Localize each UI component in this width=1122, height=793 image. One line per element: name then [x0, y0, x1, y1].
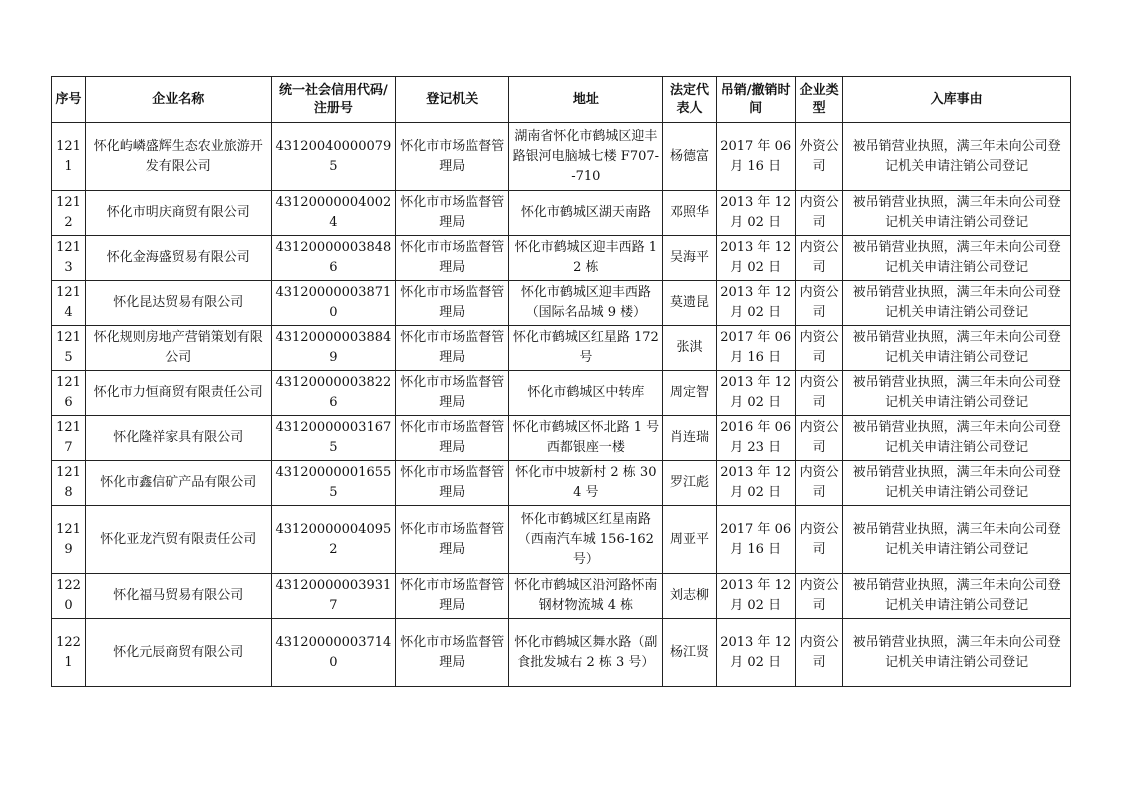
cell-revoke-time: 2013 年 12 月 02 日 — [716, 574, 795, 619]
header-authority: 登记机关 — [396, 77, 509, 123]
table-row — [52, 371, 1071, 416]
cell-name: 怀化市明庆商贸有限公司 — [85, 191, 271, 236]
cell-seq: 1211 — [52, 123, 86, 191]
cell-code: 431200000038849 — [271, 326, 396, 371]
cell-reason: 被吊销营业执照，满三年未向公司登记机关申请注销公司登记 — [843, 236, 1071, 281]
cell-authority: 怀化市市场监督管理局 — [396, 326, 509, 371]
cell-address: 怀化市鹤城区红星南路（西南汽车城 156-162 号） — [509, 506, 663, 574]
cell-seq: 1221 — [52, 619, 86, 687]
cell-legal-rep: 莫遗昆 — [663, 281, 716, 326]
cell-name: 怀化屿嶙盛辉生态农业旅游开发有限公司 — [85, 123, 271, 191]
cell-reason: 被吊销营业执照，满三年未向公司登记机关申请注销公司登记 — [843, 619, 1071, 687]
cell-company-type: 内资公司 — [795, 461, 843, 506]
header-company-type: 企业类型 — [795, 77, 843, 123]
cell-reason: 被吊销营业执照，满三年未向公司登记机关申请注销公司登记 — [843, 506, 1071, 574]
cell-authority: 怀化市市场监督管理局 — [396, 619, 509, 687]
cell-company-type: 内资公司 — [795, 506, 843, 574]
header-address: 地址 — [509, 77, 663, 123]
table-row — [52, 574, 1071, 619]
cell-authority: 怀化市市场监督管理局 — [396, 416, 509, 461]
table-body — [52, 123, 1071, 687]
cell-code: 431200400000795 — [271, 123, 396, 191]
cell-revoke-time: 2013 年 12 月 02 日 — [716, 461, 795, 506]
cell-company-type: 内资公司 — [795, 416, 843, 461]
cell-address: 湖南省怀化市鹤城区迎丰路银河电脑城七楼 F707--710 — [509, 123, 663, 191]
cell-seq: 1215 — [52, 326, 86, 371]
cell-name: 怀化金海盛贸易有限公司 — [85, 236, 271, 281]
cell-company-type: 外资公司 — [795, 123, 843, 191]
cell-authority: 怀化市市场监督管理局 — [396, 191, 509, 236]
cell-name: 怀化元辰商贸有限公司 — [85, 619, 271, 687]
cell-reason: 被吊销营业执照，满三年未向公司登记机关申请注销公司登记 — [843, 281, 1071, 326]
cell-revoke-time: 2013 年 12 月 02 日 — [716, 619, 795, 687]
cell-legal-rep: 刘志柳 — [663, 574, 716, 619]
cell-revoke-time: 2017 年 06 月 16 日 — [716, 506, 795, 574]
cell-authority: 怀化市市场监督管理局 — [396, 461, 509, 506]
cell-reason: 被吊销营业执照，满三年未向公司登记机关申请注销公司登记 — [843, 574, 1071, 619]
cell-name: 怀化亚龙汽贸有限责任公司 — [85, 506, 271, 574]
cell-company-type: 内资公司 — [795, 191, 843, 236]
cell-code: 431200000037140 — [271, 619, 396, 687]
cell-reason: 被吊销营业执照，满三年未向公司登记机关申请注销公司登记 — [843, 123, 1071, 191]
cell-company-type: 内资公司 — [795, 619, 843, 687]
cell-name: 怀化昆达贸易有限公司 — [85, 281, 271, 326]
cell-reason: 被吊销营业执照，满三年未向公司登记机关申请注销公司登记 — [843, 326, 1071, 371]
cell-company-type: 内资公司 — [795, 371, 843, 416]
revoked-companies-table — [51, 76, 1071, 687]
cell-address: 怀化市鹤城区怀北路 1 号西都银座一楼 — [509, 416, 663, 461]
cell-authority: 怀化市市场监督管理局 — [396, 281, 509, 326]
cell-legal-rep: 邓照华 — [663, 191, 716, 236]
cell-authority: 怀化市市场监督管理局 — [396, 123, 509, 191]
table-row — [52, 191, 1071, 236]
table-row — [52, 619, 1071, 687]
cell-legal-rep: 吴海平 — [663, 236, 716, 281]
table-header-row — [52, 77, 1071, 123]
cell-address: 怀化市鹤城区沿河路怀南钢材物流城 4 栋 — [509, 574, 663, 619]
cell-code: 431200000038710 — [271, 281, 396, 326]
cell-revoke-time: 2016 年 06 月 23 日 — [716, 416, 795, 461]
cell-authority: 怀化市市场监督管理局 — [396, 574, 509, 619]
cell-address: 怀化市鹤城区中转库 — [509, 371, 663, 416]
cell-name: 怀化市力恒商贸有限责任公司 — [85, 371, 271, 416]
cell-code: 431200000040024 — [271, 191, 396, 236]
cell-legal-rep: 肖连瑞 — [663, 416, 716, 461]
cell-company-type: 内资公司 — [795, 236, 843, 281]
cell-seq: 1218 — [52, 461, 86, 506]
cell-code: 431200000039317 — [271, 574, 396, 619]
cell-code: 431200000016555 — [271, 461, 396, 506]
table-row — [52, 461, 1071, 506]
cell-reason: 被吊销营业执照，满三年未向公司登记机关申请注销公司登记 — [843, 191, 1071, 236]
cell-legal-rep: 周定智 — [663, 371, 716, 416]
cell-address: 怀化市鹤城区红星路 172 号 — [509, 326, 663, 371]
cell-seq: 1219 — [52, 506, 86, 574]
cell-address: 怀化市鹤城区舞水路（副食批发城右 2 栋 3 号） — [509, 619, 663, 687]
cell-address: 怀化市鹤城区湖天南路 — [509, 191, 663, 236]
cell-name: 怀化市鑫信矿产品有限公司 — [85, 461, 271, 506]
cell-code: 431200000038486 — [271, 236, 396, 281]
table-row — [52, 281, 1071, 326]
cell-name: 怀化规则房地产营销策划有限公司 — [85, 326, 271, 371]
table-row — [52, 123, 1071, 191]
cell-authority: 怀化市市场监督管理局 — [396, 371, 509, 416]
cell-company-type: 内资公司 — [795, 574, 843, 619]
cell-reason: 被吊销营业执照，满三年未向公司登记机关申请注销公司登记 — [843, 371, 1071, 416]
cell-revoke-time: 2017 年 06 月 16 日 — [716, 123, 795, 191]
cell-name: 怀化隆祥家具有限公司 — [85, 416, 271, 461]
cell-code: 431200000040952 — [271, 506, 396, 574]
cell-seq: 1216 — [52, 371, 86, 416]
cell-legal-rep: 张淇 — [663, 326, 716, 371]
table-row — [52, 506, 1071, 574]
cell-address: 怀化市中坡新村 2 栋 304 号 — [509, 461, 663, 506]
cell-code: 431200000038226 — [271, 371, 396, 416]
cell-authority: 怀化市市场监督管理局 — [396, 506, 509, 574]
header-code: 统一社会信用代码/注册号 — [271, 77, 396, 123]
cell-authority: 怀化市市场监督管理局 — [396, 236, 509, 281]
cell-legal-rep: 罗江彪 — [663, 461, 716, 506]
header-name: 企业名称 — [85, 77, 271, 123]
cell-seq: 1220 — [52, 574, 86, 619]
cell-company-type: 内资公司 — [795, 326, 843, 371]
table-row — [52, 326, 1071, 371]
cell-legal-rep: 杨德富 — [663, 123, 716, 191]
cell-address: 怀化市鹤城区迎丰西路（国际名品城 9 楼） — [509, 281, 663, 326]
cell-revoke-time: 2013 年 12 月 02 日 — [716, 281, 795, 326]
cell-address: 怀化市鹤城区迎丰西路 12 栋 — [509, 236, 663, 281]
header-legal-rep: 法定代表人 — [663, 77, 716, 123]
cell-revoke-time: 2017 年 06 月 16 日 — [716, 326, 795, 371]
header-seq: 序号 — [52, 77, 86, 123]
cell-seq: 1212 — [52, 191, 86, 236]
cell-seq: 1213 — [52, 236, 86, 281]
cell-revoke-time: 2013 年 12 月 02 日 — [716, 236, 795, 281]
cell-seq: 1217 — [52, 416, 86, 461]
cell-reason: 被吊销营业执照，满三年未向公司登记机关申请注销公司登记 — [843, 416, 1071, 461]
cell-company-type: 内资公司 — [795, 281, 843, 326]
cell-revoke-time: 2013 年 12 月 02 日 — [716, 191, 795, 236]
header-revoke-time: 吊销/撤销时间 — [716, 77, 795, 123]
cell-seq: 1214 — [52, 281, 86, 326]
table-row — [52, 416, 1071, 461]
cell-revoke-time: 2013 年 12 月 02 日 — [716, 371, 795, 416]
header-reason: 入库事由 — [843, 77, 1071, 123]
cell-code: 431200000031675 — [271, 416, 396, 461]
cell-legal-rep: 杨江贤 — [663, 619, 716, 687]
cell-name: 怀化福马贸易有限公司 — [85, 574, 271, 619]
table-row — [52, 236, 1071, 281]
cell-legal-rep: 周亚平 — [663, 506, 716, 574]
cell-reason: 被吊销营业执照，满三年未向公司登记机关申请注销公司登记 — [843, 461, 1071, 506]
